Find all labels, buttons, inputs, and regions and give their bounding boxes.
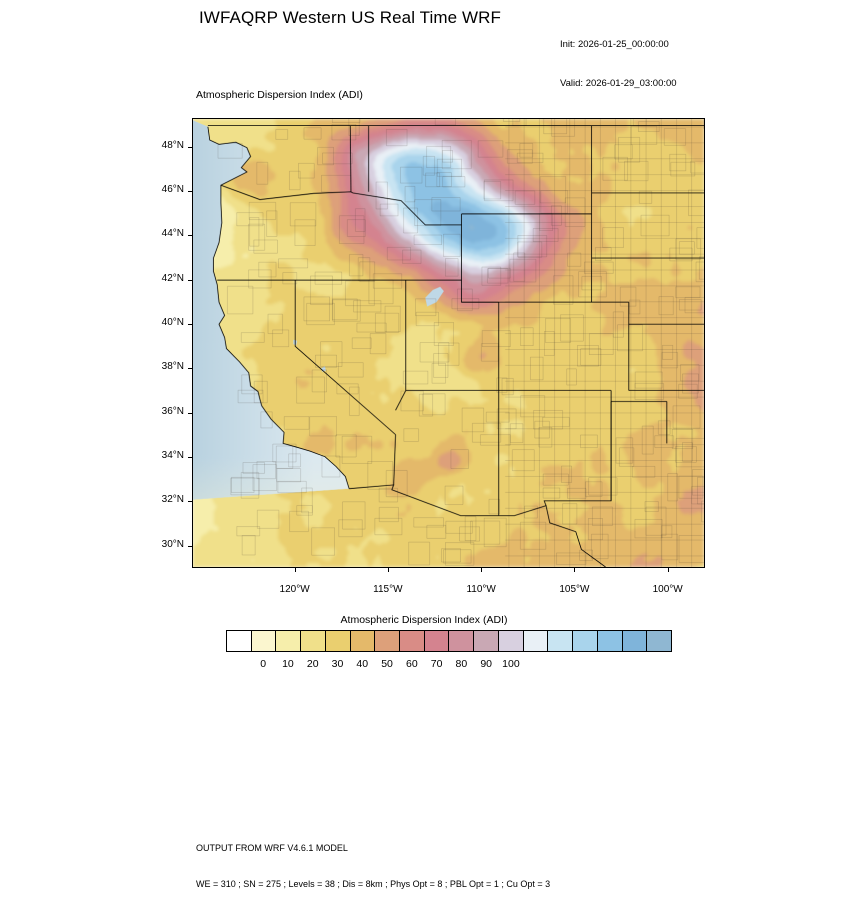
colorbar-cell [227,631,252,651]
latitude-tick-label: 30°N [161,538,184,550]
colorbar-tick-label: 70 [430,658,443,670]
latitude-tick [188,413,193,414]
valid-time-label: Valid: 2026-01-29_03:00:00 [560,78,677,89]
colorbar-tick-label: 40 [356,658,369,670]
colorbar-cell [375,631,400,651]
colorbar-cell [252,631,277,651]
colorbar-cell [548,631,573,651]
plot-subtitle: Atmospheric Dispersion Index (ADI) [196,89,363,101]
colorbar-tick-label: 20 [306,658,319,670]
latitude-tick-label: 44°N [161,228,184,240]
footer-line-1: OUTPUT FROM WRF V4.6.1 MODEL [196,843,348,853]
colorbar-cell [524,631,549,651]
latitude-tick [188,280,193,281]
model-output-footer [196,818,550,902]
latitude-tick-label: 48°N [161,139,184,151]
colorbar-tick-label: 10 [282,658,294,670]
colorbar-tick-label: 0 [260,658,267,670]
colorbar-cell [351,631,376,651]
latitude-tick [188,191,193,192]
map-panel [192,118,705,568]
colorbar-cell [598,631,623,651]
page-title-text: IWFAQRP Western US Real Time WRF [198,8,501,27]
latitude-tick [188,368,193,369]
latitude-tick [188,324,193,325]
colorbar-cell [647,631,671,651]
latitude-tick-label: 42°N [161,272,184,284]
longitude-tick-label: 120°W [279,584,310,595]
init-time-label: Init: 2026-01-25_00:00:00 [560,39,669,50]
longitude-tick-label: 105°W [559,584,590,595]
colorbar-title: Atmospheric Dispersion Index (ADI) [340,614,508,626]
colorbar-tick-labels [226,658,672,674]
colorbar-tick-label: 90 [480,658,492,670]
colorbar-tick-label: 100 [502,658,520,670]
longitude-tick [668,567,669,572]
longitude-tick-label: 110°W [466,584,496,595]
colorbar-tick-label: 60 [405,658,418,670]
latitude-tick-label: 46°N [161,184,184,196]
colorbar-cell [449,631,474,651]
colorbar-cell [573,631,598,651]
latitude-tick-label: 38°N [161,361,184,373]
colorbar-cell [623,631,648,651]
longitude-tick [574,567,575,572]
colorbar-cell [400,631,425,651]
latitude-tick [188,501,193,502]
colorbar-cell [301,631,326,651]
latitude-tick [188,457,193,458]
latitude-tick-label: 32°N [161,494,184,506]
adi-heatmap-canvas [193,119,704,567]
colorbar-cell [276,631,301,651]
latitude-tick-label: 34°N [161,450,184,462]
latitude-tick-label: 36°N [161,405,184,417]
latitude-tick-label: 40°N [161,317,184,329]
colorbar-tick-label: 80 [455,658,468,670]
colorbar-tick-label: 30 [331,658,344,670]
colorbar-cell [499,631,524,651]
longitude-tick [388,567,389,572]
colorbar [226,630,672,652]
page-title [0,8,850,28]
colorbar-tick-label: 50 [381,658,393,670]
longitude-tick [481,567,482,572]
footer-line-2: WE = 310 ; SN = 275 ; Levels = 38 ; Dis = 8km ; Phys Opt = 8 ; PBL Opt = 1 ; Cu Opt = 3 [196,879,551,889]
colorbar-cell [474,631,499,651]
colorbar-cell [425,631,450,651]
latitude-tick [188,147,193,148]
longitude-tick-label: 115°W [373,584,403,595]
colorbar-cell [326,631,351,651]
longitude-tick-label: 100°W [652,584,683,595]
latitude-tick [188,546,193,547]
run-metadata [560,12,677,103]
longitude-tick [295,567,296,572]
latitude-tick [188,235,193,236]
